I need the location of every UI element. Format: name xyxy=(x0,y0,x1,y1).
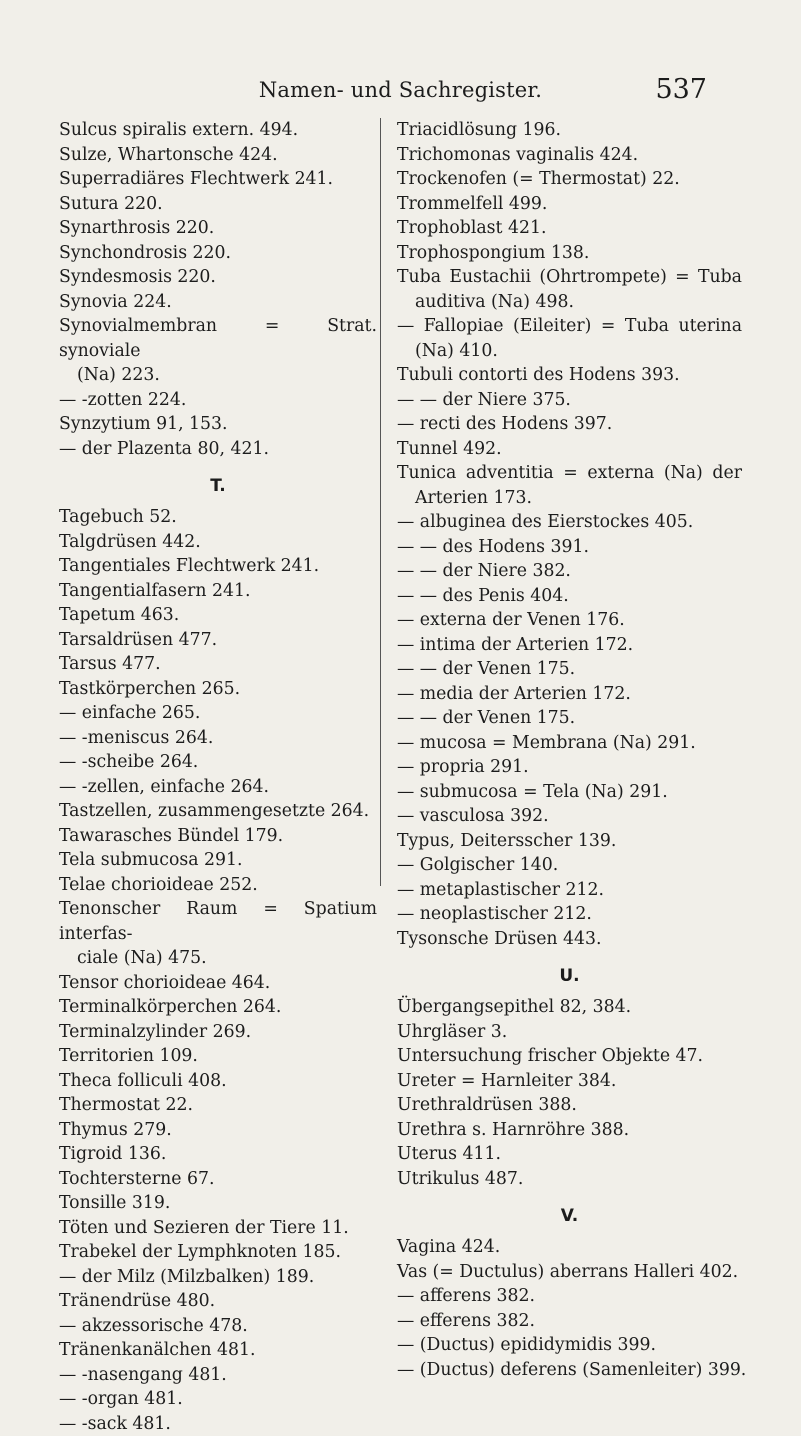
index-entry: — — der Niere 375. xyxy=(397,388,742,413)
index-entry: — propria 291. xyxy=(397,755,742,780)
index-entry-continuation: auditiva (Na) 498. xyxy=(397,290,742,315)
index-entry: Telae chorioideae 252. xyxy=(59,873,377,898)
index-entry: Sulcus spiralis extern. 494. xyxy=(59,118,377,143)
index-entry: Untersuchung frischer Objekte 47. xyxy=(397,1044,742,1069)
index-entry: — afferens 382. xyxy=(397,1284,742,1309)
index-entry: Synovia 224. xyxy=(59,290,377,315)
index-entry: — — des Penis 404. xyxy=(397,584,742,609)
index-entry: — Fallopiae (Eileiter) = Tuba uterina xyxy=(397,314,742,339)
index-entry: — -nasengang 481. xyxy=(59,1363,377,1388)
index-entry: — — der Venen 175. xyxy=(397,657,742,682)
column-divider xyxy=(380,118,381,886)
index-entry: Trommelfell 499. xyxy=(397,192,742,217)
index-entry-continuation: (Na) 223. xyxy=(59,363,377,388)
index-entry: — -zotten 224. xyxy=(59,388,377,413)
index-entry: Superradiäres Flechtwerk 241. xyxy=(59,167,377,192)
index-entry: Synarthrosis 220. xyxy=(59,216,377,241)
right-index-column xyxy=(397,118,742,1382)
index-entry: — metaplastischer 212. xyxy=(397,878,742,903)
index-entry: — albuginea des Eierstockes 405. xyxy=(397,510,742,535)
index-entry: Tysonsche Drüsen 443. xyxy=(397,927,742,952)
index-entry: — einfache 265. xyxy=(59,701,377,726)
index-entry: Trockenofen (= Thermostat) 22. xyxy=(397,167,742,192)
index-entry: — (Ductus) epididymidis 399. xyxy=(397,1333,742,1358)
index-entry: Triacidlösung 196. xyxy=(397,118,742,143)
index-entry: — — der Niere 382. xyxy=(397,559,742,584)
index-entry: — -scheibe 264. xyxy=(59,750,377,775)
index-entry: Übergangsepithel 82, 384. xyxy=(397,995,742,1020)
index-entry: Tarsus 477. xyxy=(59,652,377,677)
index-entry: Urethra s. Harnröhre 388. xyxy=(397,1118,742,1143)
index-entry: Sulze, Whartonsche 424. xyxy=(59,143,377,168)
index-entry: — — der Venen 175. xyxy=(397,706,742,731)
index-entry-continuation: (Na) 410. xyxy=(397,339,742,364)
index-entry: Tela submucosa 291. xyxy=(59,848,377,873)
index-entry: Territorien 109. xyxy=(59,1044,377,1069)
index-entry: — mucosa = Membrana (Na) 291. xyxy=(397,731,742,756)
index-entry: Synovialmembran = Strat. synoviale xyxy=(59,314,377,363)
index-entry: — intima der Arterien 172. xyxy=(397,633,742,658)
index-entry: Synzytium 91, 153. xyxy=(59,412,377,437)
index-entry: Tapetum 463. xyxy=(59,603,377,628)
index-entry: — externa der Venen 176. xyxy=(397,608,742,633)
index-entry: Tunnel 492. xyxy=(397,437,742,462)
index-entry-continuation: Arterien 173. xyxy=(397,486,742,511)
index-entry: — Golgischer 140. xyxy=(397,853,742,878)
index-entry: Tenonscher Raum = Spatium interfas- xyxy=(59,897,377,946)
index-entry: Trophospongium 138. xyxy=(397,241,742,266)
index-entry: — efferens 382. xyxy=(397,1309,742,1334)
index-entry: Vagina 424. xyxy=(397,1235,742,1260)
index-entry: Thymus 279. xyxy=(59,1118,377,1143)
page-number: 537 xyxy=(655,74,707,105)
index-entry: — der Milz (Milzbalken) 189. xyxy=(59,1265,377,1290)
index-entry: Tawarasches Bündel 179. xyxy=(59,824,377,849)
index-entry: Tochtersterne 67. xyxy=(59,1167,377,1192)
index-entry: Trabekel der Lymphknoten 185. xyxy=(59,1240,377,1265)
page-title: Namen- und Sachregister. xyxy=(0,78,801,102)
index-entry: Terminalkörperchen 264. xyxy=(59,995,377,1020)
index-entry: Tränendrüse 480. xyxy=(59,1289,377,1314)
index-entry: — vasculosa 392. xyxy=(397,804,742,829)
section-letter-heading: T. xyxy=(59,461,377,505)
index-entry: Tangentialfasern 241. xyxy=(59,579,377,604)
page-header xyxy=(0,78,801,112)
index-entry: Uhrgläser 3. xyxy=(397,1020,742,1045)
index-entry: Trophoblast 421. xyxy=(397,216,742,241)
index-entry: — der Plazenta 80, 421. xyxy=(59,437,377,462)
index-entry: Thermostat 22. xyxy=(59,1093,377,1118)
index-entry: Uterus 411. xyxy=(397,1142,742,1167)
index-entry: — (Ductus) deferens (Samenleiter) 399. xyxy=(397,1358,742,1383)
left-index-column xyxy=(59,118,377,1436)
index-entry: — media der Arterien 172. xyxy=(397,682,742,707)
index-entry: — -organ 481. xyxy=(59,1387,377,1412)
index-entry: Tastkörperchen 265. xyxy=(59,677,377,702)
index-entry: Trichomonas vaginalis 424. xyxy=(397,143,742,168)
index-entry: — -sack 481. xyxy=(59,1412,377,1436)
index-entry-continuation: ciale (Na) 475. xyxy=(59,946,377,971)
index-entry: Theca folliculi 408. xyxy=(59,1069,377,1094)
index-entry: — neoplastischer 212. xyxy=(397,902,742,927)
index-entry: Tubuli contorti des Hodens 393. xyxy=(397,363,742,388)
index-entry: Terminalzylinder 269. xyxy=(59,1020,377,1045)
index-entry: Tensor chorioideae 464. xyxy=(59,971,377,996)
index-entry: Utrikulus 487. xyxy=(397,1167,742,1192)
index-entry: — recti des Hodens 397. xyxy=(397,412,742,437)
index-entry: Tangentiales Flechtwerk 241. xyxy=(59,554,377,579)
index-entry: Talgdrüsen 442. xyxy=(59,530,377,555)
index-entry: Tigroid 136. xyxy=(59,1142,377,1167)
section-letter-heading: V. xyxy=(397,1191,742,1235)
index-entry: Tonsille 319. xyxy=(59,1191,377,1216)
index-entry: — — des Hodens 391. xyxy=(397,535,742,560)
index-entry: Tunica adventitia = externa (Na) der xyxy=(397,461,742,486)
index-entry: — submucosa = Tela (Na) 291. xyxy=(397,780,742,805)
index-entry: — akzessorische 478. xyxy=(59,1314,377,1339)
index-entry: Typus, Deitersscher 139. xyxy=(397,829,742,854)
index-entry: — -meniscus 264. xyxy=(59,726,377,751)
index-entry: Tagebuch 52. xyxy=(59,505,377,530)
index-entry: Töten und Sezieren der Tiere 11. xyxy=(59,1216,377,1241)
index-entry: Tränenkanälchen 481. xyxy=(59,1338,377,1363)
index-entry: Tarsaldrüsen 477. xyxy=(59,628,377,653)
index-entry: Tastzellen, zusammengesetzte 264. xyxy=(59,799,377,824)
index-entry: Tuba Eustachii (Ohrtrompete) = Tuba xyxy=(397,265,742,290)
index-entry: Urethraldrüsen 388. xyxy=(397,1093,742,1118)
index-entry: — -zellen, einfache 264. xyxy=(59,775,377,800)
index-entry: Synchondrosis 220. xyxy=(59,241,377,266)
index-entry: Ureter = Harnleiter 384. xyxy=(397,1069,742,1094)
index-entry: Vas (= Ductulus) aberrans Halleri 402. xyxy=(397,1260,742,1285)
index-entry: Syndesmosis 220. xyxy=(59,265,377,290)
index-entry: Sutura 220. xyxy=(59,192,377,217)
section-letter-heading: U. xyxy=(397,951,742,995)
